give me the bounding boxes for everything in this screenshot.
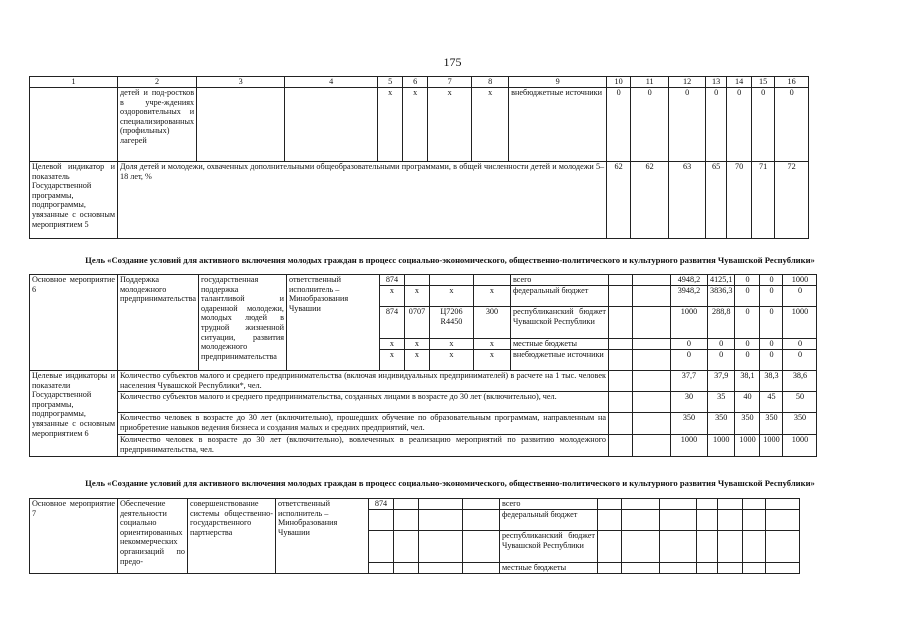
table-cell: 874 xyxy=(379,307,404,339)
table-cell: 72 xyxy=(775,162,809,239)
table-cell xyxy=(766,499,800,510)
table-cell: 4125,1 xyxy=(707,275,735,286)
table-cell xyxy=(697,531,718,563)
table-cell: 874 xyxy=(379,275,404,286)
table-cell: х xyxy=(404,339,429,350)
table-row xyxy=(30,88,809,162)
table-cell xyxy=(473,275,510,286)
table-cell xyxy=(369,563,394,574)
table-cell: 0 xyxy=(735,307,760,339)
table-cell xyxy=(718,510,743,531)
table-cell: 874 xyxy=(369,499,394,510)
col-number: 16 xyxy=(775,77,809,88)
table-cell xyxy=(419,510,463,531)
table-cell: 38,1 xyxy=(735,371,760,392)
table-cell: 0 xyxy=(735,286,760,307)
table-cell xyxy=(394,510,419,531)
table-cell: местные бюджеты xyxy=(510,339,608,350)
col-number: 7 xyxy=(428,77,472,88)
table-cell: 0 xyxy=(607,88,631,162)
table-cell: 37,9 xyxy=(707,371,735,392)
table-cell xyxy=(632,392,670,413)
table-cell xyxy=(598,499,622,510)
table-cell: Целевые индикаторы и показатели Государственной программы, подпрограммы, увязанные с основным мероприятием 6 xyxy=(30,371,118,457)
table-cell: х xyxy=(472,88,509,162)
indicator-text: Количество человек в возрасте до 30 лет (включительно), прошедших обучение по образовательным программам, направленным на приобретение навыков ведения бизнеса и создания малых и средних предприятий, чел. xyxy=(118,413,609,435)
table-cell: 0 xyxy=(783,339,817,350)
table-cell xyxy=(394,563,419,574)
table-cell xyxy=(394,531,419,563)
table-cell xyxy=(718,563,743,574)
table-cell xyxy=(429,275,473,286)
table-row xyxy=(30,275,817,286)
table-cell: 1000 xyxy=(707,435,735,457)
table-cell: детей и под-ростков в учре-ждениях оздоровительных и специализированных (профильных) лагерей xyxy=(118,88,197,162)
table-row xyxy=(30,413,817,435)
table-cell: 1000 xyxy=(783,435,817,457)
table-cell xyxy=(608,413,632,435)
table-cell xyxy=(608,350,632,371)
table-cell xyxy=(608,435,632,457)
program-table-top xyxy=(29,76,809,239)
table-cell: х xyxy=(429,286,473,307)
table-cell: 1000 xyxy=(670,307,707,339)
table-cell: 0 xyxy=(783,350,817,371)
col-number: 2 xyxy=(118,77,197,88)
table-cell: Основное мероприятие 6 xyxy=(30,275,118,371)
table-cell: федеральный бюджет xyxy=(500,510,598,531)
col-number: 12 xyxy=(669,77,706,88)
table-cell xyxy=(369,510,394,531)
table-cell: всего xyxy=(500,499,598,510)
column-number-row xyxy=(30,77,809,88)
table-cell xyxy=(197,88,285,162)
table-cell: 63 xyxy=(669,162,706,239)
table-cell: 3948,2 xyxy=(670,286,707,307)
table-cell: 0 xyxy=(706,88,727,162)
table-cell xyxy=(632,371,670,392)
table-cell: 1000 xyxy=(670,435,707,457)
table-cell: 0 xyxy=(760,339,783,350)
table-cell xyxy=(697,510,718,531)
table-cell xyxy=(608,286,632,307)
table-cell xyxy=(463,563,500,574)
table-cell: 50 xyxy=(783,392,817,413)
table-cell: 35 xyxy=(707,392,735,413)
table-cell: 38,3 xyxy=(760,371,783,392)
table-cell: х xyxy=(379,286,404,307)
col-number: 1 xyxy=(30,77,118,88)
table-cell xyxy=(30,88,118,162)
table-cell: х xyxy=(429,350,473,371)
table-cell xyxy=(622,510,660,531)
table-cell: х xyxy=(473,350,510,371)
table-cell xyxy=(766,510,800,531)
table-cell xyxy=(697,563,718,574)
table-cell: 350 xyxy=(735,413,760,435)
table-cell xyxy=(743,531,766,563)
table-cell: х xyxy=(379,350,404,371)
col-number: 14 xyxy=(727,77,752,88)
table-cell: 70 xyxy=(727,162,752,239)
program-table-event-6 xyxy=(29,274,817,457)
table-cell xyxy=(622,563,660,574)
table-cell: х xyxy=(429,339,473,350)
program-table-event-7 xyxy=(29,498,800,574)
table-cell: внебюджетные источники xyxy=(509,88,607,162)
goal-heading: Цель «Создание условий для активного включения молодых граждан в процесс социально-экономического, общественно-политического и культурного развития Чувашской Республики» xyxy=(85,255,815,265)
table-cell: 1000 xyxy=(760,435,783,457)
table-cell: 1000 xyxy=(783,307,817,339)
table-cell: 3836,3 xyxy=(707,286,735,307)
table-cell xyxy=(632,275,670,286)
table-cell: 350 xyxy=(760,413,783,435)
table-cell xyxy=(463,531,500,563)
table-cell: ответственный исполнитель – Минобразования Чувашии xyxy=(286,275,379,371)
table-cell: федеральный бюджет xyxy=(510,286,608,307)
table-cell: х xyxy=(403,88,428,162)
table-row xyxy=(30,435,817,457)
table-cell: 288,8 xyxy=(707,307,735,339)
table-cell: государственная поддержка талантливой и одаренной молодежи, молодых людей в трудной жизненной ситуации, развития молодежного предпринимательства xyxy=(198,275,286,371)
table-cell xyxy=(743,510,766,531)
col-number: 6 xyxy=(403,77,428,88)
table-cell: 62 xyxy=(607,162,631,239)
table-cell xyxy=(285,88,378,162)
table-cell: 350 xyxy=(670,413,707,435)
indicator-text: Количество субъектов малого и среднего предпринимательства (включая индивидуальных предпринимателей) в расчете на 1 тыс. человек населения Чувашской Республики*, чел. xyxy=(118,371,609,392)
col-number: 5 xyxy=(378,77,403,88)
table-cell xyxy=(632,286,670,307)
col-number: 8 xyxy=(472,77,509,88)
table-cell: 71 xyxy=(752,162,775,239)
table-cell: 0 xyxy=(727,88,752,162)
table-cell xyxy=(463,499,500,510)
table-cell: х xyxy=(404,286,429,307)
table-cell xyxy=(743,499,766,510)
goal-heading: Цель «Создание условий для активного включения молодых граждан в процесс социально-экономического, общественно-политического и культурного развития Чувашской Республики» xyxy=(85,478,815,488)
table-cell: 0 xyxy=(760,307,783,339)
table-cell: х xyxy=(473,286,510,307)
table-cell xyxy=(608,392,632,413)
table-cell xyxy=(718,499,743,510)
table-cell xyxy=(419,531,463,563)
table-cell: 0 xyxy=(735,339,760,350)
table-cell: 62 xyxy=(631,162,669,239)
col-number: 15 xyxy=(752,77,775,88)
indicator-text: Доля детей и молодежи, охваченных дополнительными общеобразовательными программами, в общей численности детей и молодежи 5–18 лет, % xyxy=(118,162,607,239)
table-cell: 65 xyxy=(706,162,727,239)
table-cell: х xyxy=(428,88,472,162)
table-cell xyxy=(598,563,622,574)
table-cell: всего xyxy=(510,275,608,286)
table-cell: 0 xyxy=(760,350,783,371)
table-cell: Поддержка молодежного предпринимательства xyxy=(118,275,199,371)
table-cell xyxy=(632,307,670,339)
table-cell: х xyxy=(404,350,429,371)
table-cell: 37,7 xyxy=(670,371,707,392)
table-cell xyxy=(608,307,632,339)
table-cell xyxy=(743,563,766,574)
table-cell: 0 xyxy=(631,88,669,162)
table-cell: 1000 xyxy=(735,435,760,457)
col-number: 4 xyxy=(285,77,378,88)
table-cell: 300 xyxy=(473,307,510,339)
table-cell xyxy=(766,563,800,574)
table-cell xyxy=(697,499,718,510)
table-cell xyxy=(660,563,697,574)
col-number: 10 xyxy=(607,77,631,88)
table-cell xyxy=(608,371,632,392)
table-cell xyxy=(632,413,670,435)
table-cell: х xyxy=(378,88,403,162)
table-cell: Обеспечение деятельности социально ориентированных некоммерческих организаций по предо- xyxy=(118,499,188,574)
table-cell xyxy=(660,499,697,510)
table-cell: х xyxy=(473,339,510,350)
table-row xyxy=(30,371,817,392)
table-cell xyxy=(598,510,622,531)
table-cell xyxy=(622,531,660,563)
table-cell: 0 xyxy=(670,350,707,371)
table-cell: 38,6 xyxy=(783,371,817,392)
table-cell xyxy=(369,531,394,563)
table-cell xyxy=(419,499,463,510)
table-cell: 0 xyxy=(775,88,809,162)
table-cell: 0 xyxy=(707,339,735,350)
table-cell: республиканский бюджет Чувашской Республики xyxy=(510,307,608,339)
col-number: 13 xyxy=(706,77,727,88)
col-number: 3 xyxy=(197,77,285,88)
table-cell: 0 xyxy=(760,286,783,307)
table-row xyxy=(30,162,809,239)
table-cell: 350 xyxy=(783,413,817,435)
table-cell xyxy=(608,275,632,286)
col-number: 11 xyxy=(631,77,669,88)
table-cell: 350 xyxy=(707,413,735,435)
table-cell xyxy=(622,499,660,510)
table-cell: 30 xyxy=(670,392,707,413)
table-cell xyxy=(632,339,670,350)
table-cell xyxy=(598,531,622,563)
table-cell xyxy=(632,350,670,371)
table-cell: Ц7206 R4450 xyxy=(429,307,473,339)
table-cell: 0 xyxy=(783,286,817,307)
indicator-text: Количество человек в возрасте до 30 лет (включительно), вовлеченных в реализацию мероприятий по развитию молодежного предпринимательства, чел. xyxy=(118,435,609,457)
table-cell: 0707 xyxy=(404,307,429,339)
col-number: 9 xyxy=(509,77,607,88)
table-cell xyxy=(660,531,697,563)
table-cell: 45 xyxy=(760,392,783,413)
table-cell: республиканский бюджет Чувашской Республики xyxy=(500,531,598,563)
table-cell: внебюджетные источники xyxy=(510,350,608,371)
table-cell: 4948,2 xyxy=(670,275,707,286)
table-cell xyxy=(632,435,670,457)
table-cell xyxy=(608,339,632,350)
page-number: 175 xyxy=(443,55,462,69)
table-row xyxy=(30,392,817,413)
table-cell xyxy=(419,563,463,574)
table-cell: местные бюджеты xyxy=(500,563,598,574)
table-cell xyxy=(404,275,429,286)
table-cell: 0 xyxy=(669,88,706,162)
table-cell: Целевой индикатор и показатель Государственной программы, подпрограммы, увязанные с основным мероприятием 5 xyxy=(30,162,118,239)
table-cell xyxy=(394,499,419,510)
table-cell xyxy=(766,531,800,563)
table-cell xyxy=(660,510,697,531)
table-cell: 0 xyxy=(752,88,775,162)
table-cell: 1000 xyxy=(783,275,817,286)
table-cell: совершенствование системы общественно-государственного партнерства xyxy=(188,499,276,574)
table-cell xyxy=(718,531,743,563)
table-cell: х xyxy=(379,339,404,350)
table-row xyxy=(30,499,800,510)
table-cell: 0 xyxy=(670,339,707,350)
table-cell: Основное мероприятие 7 xyxy=(30,499,118,574)
table-cell: 0 xyxy=(735,275,760,286)
table-cell xyxy=(463,510,500,531)
table-cell: 0 xyxy=(707,350,735,371)
table-cell: 0 xyxy=(735,350,760,371)
table-cell: ответственный исполнитель – Минобразования Чувашии xyxy=(276,499,369,574)
indicator-text: Количество субъектов малого и среднего предпринимательства, созданных лицами в возрасте до 30 лет (включительно), чел. xyxy=(118,392,609,413)
table-cell: 40 xyxy=(735,392,760,413)
table-cell: 0 xyxy=(760,275,783,286)
